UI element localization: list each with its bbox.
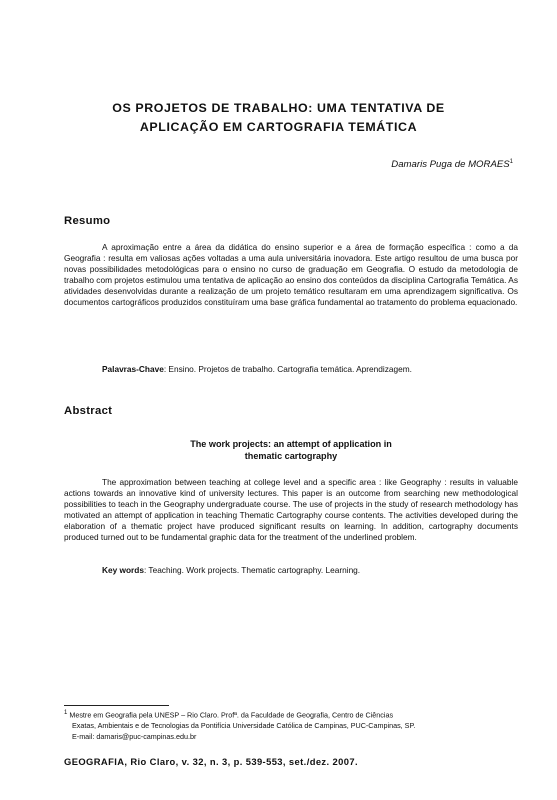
- footnote-divider: [64, 705, 169, 706]
- abstract-body: The approximation between teaching at college level and a specific area : like Geography : results in valuable actions towards an innovative kind of university lectures. This paper is an outcome from searching new methodological possibilities to teach in the Geography undergraduate course. The use of projects in the study of research methodology has motivated an attempt of application in teaching Thematic Cartography course contents. The activities developed during the elaboration of a thematic project have produced significant results on learning. In addition, cartography documents produced turned out to be fundamental graphic data for the treatment of the underlined problem.: [64, 477, 518, 543]
- resumo-keywords-label: Palavras-Chave: [102, 364, 164, 374]
- footnote: [64, 708, 518, 742]
- footnote-mark: 1: [64, 710, 68, 716]
- resumo-keywords: [102, 364, 412, 375]
- abstract-keywords-text: : Teaching. Work projects. Thematic cartography. Learning.: [143, 565, 361, 575]
- abstract-keywords: [102, 565, 360, 576]
- article-title: [40, 99, 517, 137]
- author-name-text: Damaris Puga de MORAES: [391, 159, 510, 171]
- abstract-keywords-label: Key words: [102, 565, 144, 575]
- journal-citation: GEOGRAFIA, Rio Claro, v. 32, n. 3, p. 539-553, set./dez. 2007.: [64, 756, 358, 767]
- resumo-heading: Resumo: [64, 215, 111, 227]
- abstract-subtitle-line-2: thematic cartography: [244, 451, 338, 462]
- abstract-subtitle-line-1: The work projects: an attempt of application in: [190, 439, 392, 449]
- resumo-body: A aproximação entre a área da didática do ensino superior e a área de formação específica : como a da Geografia : resulta em valiosas ações voltadas a uma aula universitária inovadora. Este artigo resultou de uma busca por novas possibilidades metodológicas para o ensino no curso de graduação em Geografia. O estudo da metodologia de trabalho com projetos estimulou uma tentativa de aplicação ao ensino dos conteúdos da disciplina Cartografia Temática. As atividades desenvolvidas durante a realização de um projeto temático resultaram em uma aprendizagem significativa. Os documentos cartográficos produzidos constituíram uma base gráfica fundamental ao tratamento do problema equacionado.: [64, 242, 518, 308]
- author-name: [391, 159, 513, 170]
- title-line-2: APLICAÇÃO EM CARTOGRAFIA TEMÁTICA: [139, 120, 418, 134]
- footnote-line-2: Exatas, Ambientais e de Tecnologias da Pontifícia Universidade Católica de Campinas, PUC-Campinas, SP.: [72, 720, 416, 730]
- author-footnote-mark: 1: [509, 159, 513, 165]
- footnote-line-3: E-mail: damaris@puc-campinas.edu.br: [72, 731, 197, 741]
- title-line-1: OS PROJETOS DE TRABALHO: UMA TENTATIVA DE: [112, 101, 445, 115]
- resumo-keywords-text: : Ensino. Projetos de trabalho. Cartografia temática. Aprendizagem.: [163, 364, 412, 374]
- footnote-line-1: [64, 708, 518, 721]
- abstract-subtitle: [64, 438, 518, 463]
- abstract-heading: Abstract: [64, 405, 113, 417]
- footnote-line-1-text: Mestre em Geografia pela UNESP – Rio Claro. Profª. da Faculdade de Geografia, Centro de Ciências: [69, 710, 394, 720]
